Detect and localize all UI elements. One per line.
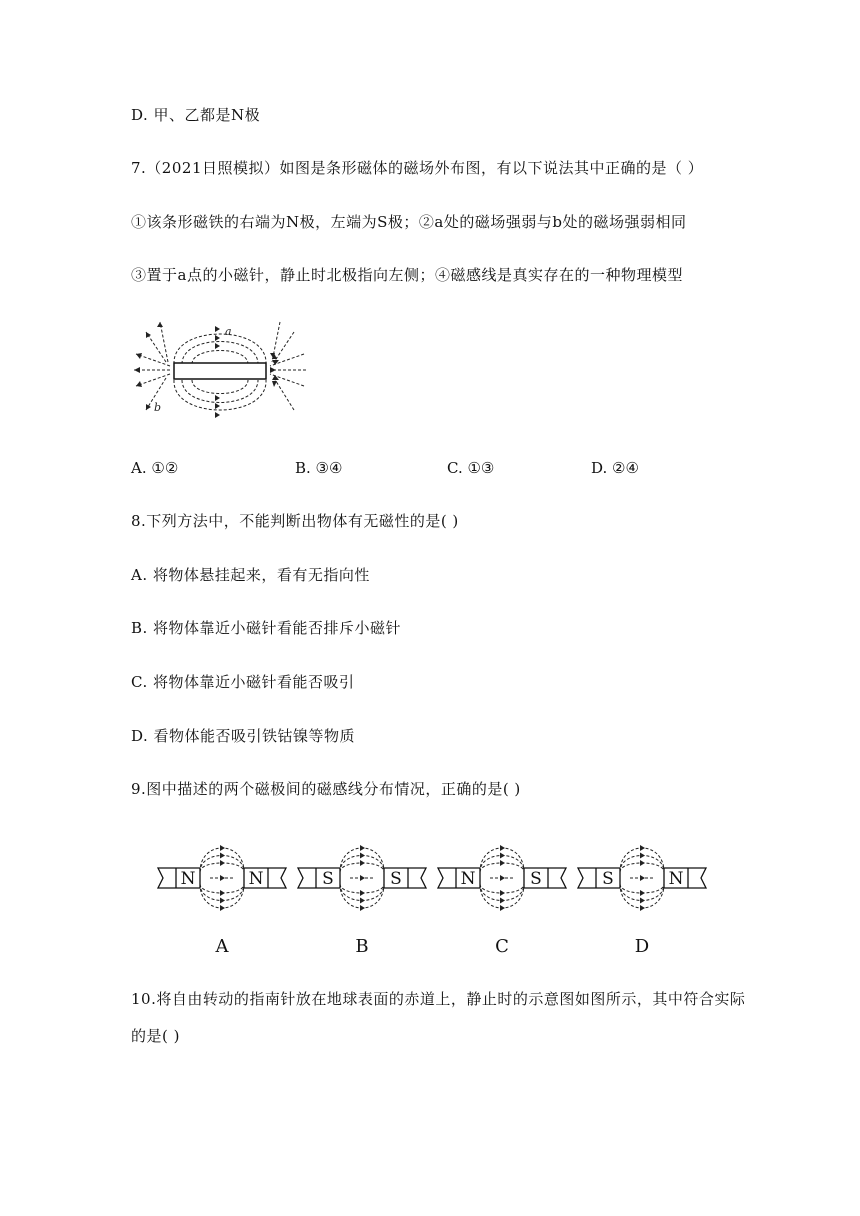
bar-magnet-field-figure [130,318,310,420]
field-arrow [500,860,505,866]
q8-stem: 8.下列方法中，不能判断出物体有无磁性的是( ) [131,512,459,530]
q8-option-a: A. 将物体悬挂起来，看有无指向性 [131,566,370,584]
field-arrow [360,853,365,859]
q8-option-c: C. 将物体靠近小磁针看能否吸引 [131,673,355,691]
field-arrow [220,875,225,881]
field-arrow [220,860,225,866]
arrowhead [215,343,220,349]
pole-label-left: S [322,869,334,889]
magnet-pair-D [578,845,706,957]
q7-statement-2: ③置于a点的小磁针，静止时北极指向左侧；④磁感线是真实存在的一种物理模型 [131,266,683,284]
field-arrow [500,905,505,911]
field-arrow [500,845,505,851]
diagram-caption: B [355,936,369,957]
field-arrow [360,898,365,904]
bar-magnet [174,363,266,379]
q7-statement-1: ①该条形磁铁的右端为N极，左端为S极；②a处的磁场强弱与b处的磁场强弱相同 [131,213,687,231]
field-arrow [640,845,645,851]
q7-option-a: A. ①② [131,459,179,477]
q9-stem: 9.图中描述的两个磁极间的磁感线分布情况，正确的是( ) [131,780,521,798]
field-arrow [220,845,225,851]
field-arrow [360,905,365,911]
field-arrow [640,905,645,911]
magnet-pair-B [298,845,426,957]
pole-label-right: S [390,869,402,889]
field-arrow [500,898,505,904]
label-a: a [225,325,232,338]
field-arrow [500,890,505,896]
field-arrow [640,890,645,896]
pole-label-right: N [248,869,264,889]
field-arrow [360,890,365,896]
q6-option-d: D. 甲、乙都是N极 [131,106,261,124]
q8-option-b: B. 将物体靠近小磁针看能否排斥小磁针 [131,619,402,637]
field-arrow [220,890,225,896]
pole-label-left: N [460,869,476,889]
q7-stem: 7.（2021日照模拟）如图是条形磁体的磁场外布图，有以下说法其中正确的是（ ） [131,159,704,177]
magnet-pair-A [158,845,286,957]
q7-option-d: D. ②④ [591,459,639,477]
pole-label-left: N [180,869,196,889]
q7-option-c: C. ①③ [447,459,495,477]
magnet-pair-diagrams [150,825,710,960]
field-arrow [220,905,225,911]
q10-stem-line2: 的是( ) [131,1027,180,1045]
diagram-caption: A [215,936,229,957]
magnet-pair-C [438,845,566,957]
q10-stem-line1: 10.将自由转动的指南针放在地球表面的赤道上，静止时的示意图如图所示，其中符合实际 [131,990,746,1008]
field-arrow [360,845,365,851]
diagram-caption: D [634,936,650,957]
field-arrow [640,875,645,881]
q7-option-b: B. ③④ [295,459,343,477]
diagram-caption: C [495,936,509,957]
pole-label-right: S [530,869,542,889]
field-arrow [220,898,225,904]
field-arrow [220,853,225,859]
pole-label-right: N [668,869,684,889]
field-arrow [640,860,645,866]
field-arrow [360,860,365,866]
label-b: b [154,401,162,414]
field-arrow [500,853,505,859]
field-arrow [360,875,365,881]
field-arrow [640,853,645,859]
field-arrow [640,898,645,904]
q8-option-d: D. 看物体能否吸引铁钴镍等物质 [131,727,356,745]
pole-label-left: S [602,869,614,889]
field-arrow [500,875,505,881]
